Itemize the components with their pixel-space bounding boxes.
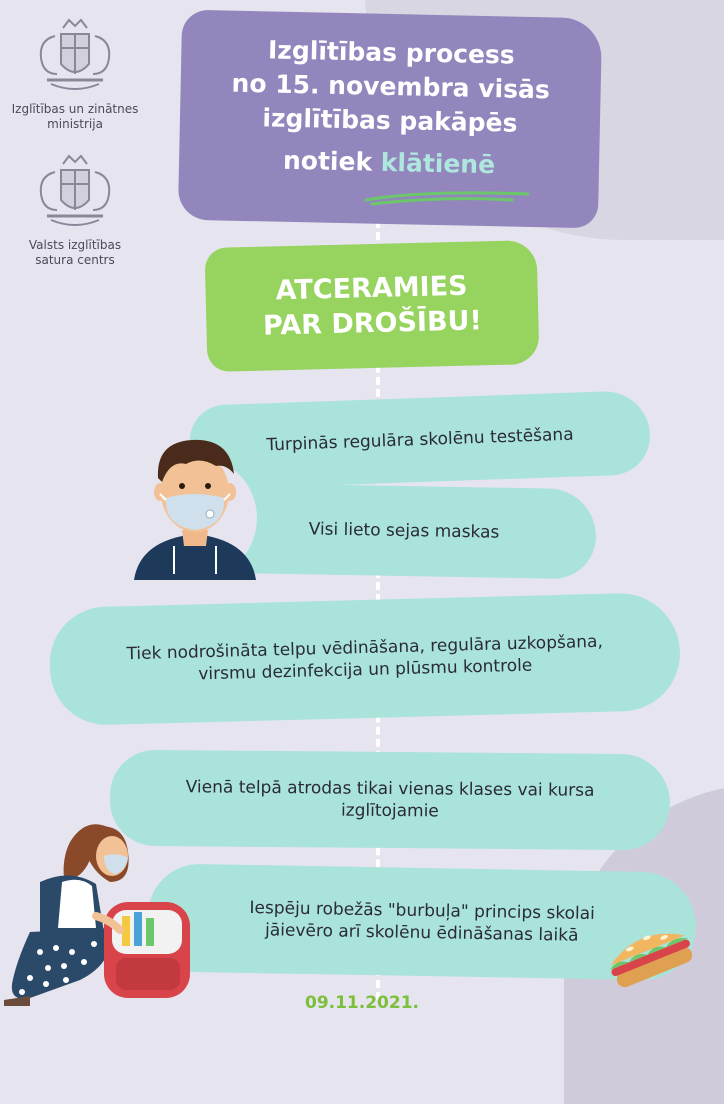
list-item-text: Visi lieto sejas maskas [308,519,500,543]
logo-ministry-line-1: Izglītības un zinātnes [11,102,139,116]
list-item-text: Iespēju robežās "burbuļa" princips skolai [249,897,596,925]
header-highlight: klātienē [380,147,496,180]
girl-with-backpack-illustration [0,812,200,1008]
badge-line-1: ATCERAMIES [275,270,468,307]
list-item-text: Tiek nodrošināta telpu vēdināšana, regulāra uzkopšana, [126,631,604,665]
list-item-text: Vienā telpā atrodas tikai vienas klases vai kursa [185,777,595,801]
list-item-text: jāievēro arī skolēnu ēdināšanas laikā [264,920,579,946]
list-item-text: izglītojamie [340,800,439,822]
sandwich-illustration [604,920,696,992]
header-line-3: izglītības pakāpēs [262,103,518,138]
safety-badge [205,240,540,372]
highlight-underline [362,186,532,208]
header-line-2: no 15. novembra visās [231,68,551,105]
date-label: 09.11.2021. [304,993,419,1013]
logo-centre-line-2: satura centrs [35,253,115,267]
logo-ministry [0,14,150,132]
logo-centre-line-1: Valsts izglītības [28,238,122,252]
logo-centre [0,150,150,268]
boy-with-mask-illustration [130,434,260,580]
coat-of-arms-icon [25,150,125,232]
logo-ministry-line-2: ministrija [47,117,103,131]
badge-line-2: PAR DROŠĪBU! [262,305,483,342]
list-item [49,592,682,726]
list-item-text: virsmu dezinfekcija un plūsmu kontrole [198,655,533,685]
header-last-line [179,144,600,182]
header-prefix: notiek [282,145,373,177]
list-item-text: Turpinās regulāra skolēnu testēšana [266,424,574,456]
coat-of-arms-icon [25,14,125,96]
list-item [211,483,597,580]
header-line-1: Izglītības process [267,35,516,70]
